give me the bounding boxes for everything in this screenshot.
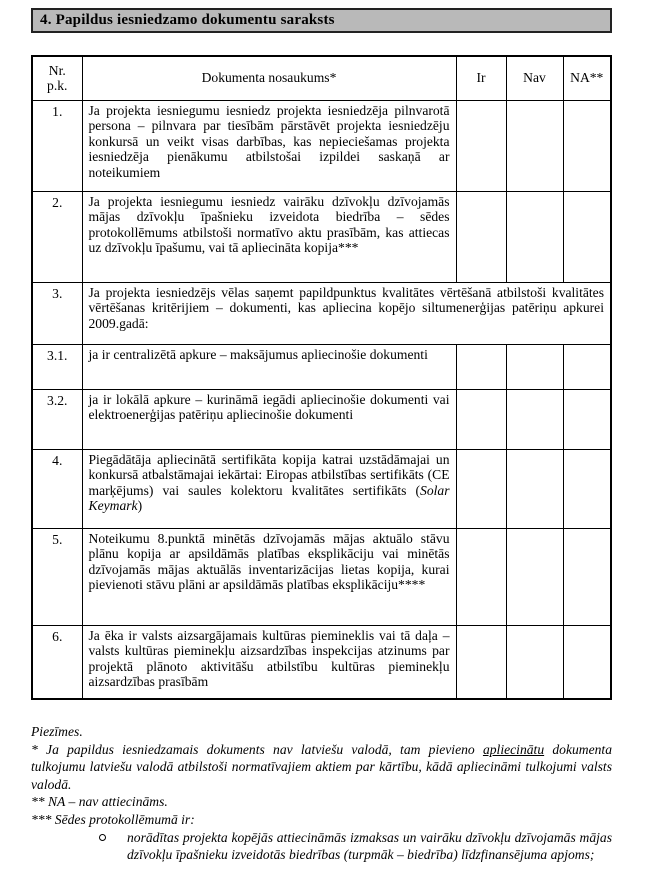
nav-cell [506,344,563,389]
header-ir: Ir [456,56,506,100]
row-number: 3. [32,282,82,344]
ir-cell [456,191,506,282]
nav-cell [506,100,563,191]
documents-table [31,55,612,700]
note-asterisk-before: * Ja papildus iesniedzamais dokuments nav latviešu valodā, tam pievieno [31,741,483,757]
header-document-name: Dokumenta nosaukums* [82,56,456,100]
section-title-bar [31,8,612,33]
ir-cell [456,100,506,191]
na-cell [563,100,611,191]
na-cell [563,389,611,449]
row-description: Ja projekta iesniegumu iesniedz projekta iesniedzēja pilnvarotā persona – pilnvara par tiesībām pārstāvēt projekta iesniedzēju konkursā un veikt visas darbības, kas nepieciešamas projekta iesniedzēja pienākumu atbilstošai izpildei saskaņā ar noteikumiem [82,100,456,191]
note-asterisk [31,741,612,794]
ir-cell [456,389,506,449]
note-triple-asterisk: *** Sēdes protokollēmumā ir: [31,811,195,827]
table-row-1 [32,100,611,191]
header-nav: Nav [506,56,563,100]
nav-cell [506,449,563,528]
na-cell [563,528,611,625]
row-description-text: Piegādātāja apliecinātā sertifikāta kopija katrai uzstādāmajai un konkursā atbalstāmajai iekārtai: Eiropas atbilstības sertifikāts (CE marķējums) vai saules kolektoru kvalitātes sertifikāts ( [88,451,450,498]
row-number: 3.1. [32,344,82,389]
table-row-3 [32,282,611,344]
row-description-merged: Ja projekta iesniedzējs vēlas saņemt papildpunktus kvalitātes vērtēšanā atbilstoši kvalitātes vērtēšanas kritērijiem – dokumenti, kas apliecina kopējo siltumenerģijas patēriņu apkurei 2009.gadā: [82,282,611,344]
circle-bullet-icon [99,834,106,841]
header-nr-line1: Nr. [48,62,66,78]
row-number: 1. [32,100,82,191]
row-number: 6. [32,625,82,699]
ir-cell [456,449,506,528]
row-number: 5. [32,528,82,625]
bullet-item [99,829,612,864]
header-nr-line2: p.k. [47,78,68,94]
table-row-5 [32,528,611,625]
ir-cell [456,625,506,699]
note-asterisk-after: dokumenta tulkojumu latviešu valodā atbilstoši normatīvajiem aktiem par kārtību, kādā apliecināmi tulkojumi valsts valodā. [31,741,613,792]
row-description: Ja projekta iesniegumu iesniedz vairāku dzīvokļu dzīvojamās mājas dzīvokļu īpašnieku izveidota biedrība – sēdes protokollēmums atbilstoši normatīvo aktu prasībām, kas attiecas uz dzīvokļu īpašumu, vai tā apliecināta kopija*** [82,191,456,282]
row-description: ja ir centralizētā apkure – maksājumus apliecinošie dokumenti [82,344,456,389]
ir-cell [456,344,506,389]
table-row-3-1 [32,344,611,389]
section-title: 4. Papildus iesniedzamo dokumentu saraksts [40,12,335,28]
row-description: ja ir lokālā apkure – kurināmā iegādi apliecinošie dokumenti vai elektroenerģijas patēriņu apliecinošie dokumenti [82,389,456,449]
nav-cell [506,191,563,282]
row-description-suffix: ) [137,498,143,514]
table-row-3-2 [32,389,611,449]
row-description: Noteikumu 8.punktā minētās dzīvojamās mājas aktuālo stāvu plānu kopija ar apsildāmās platības eksplikāciju vai minētās dzīvojamās mājas aktuālās inventarizācijas lietas kopija, kurai pievienoti stāvu plāni ar apsildāmās platības eksplikāciju**** [82,528,456,625]
na-cell [563,191,611,282]
table-row-4 [32,449,611,528]
row-description: Ja ēka ir valsts aizsargājamais kultūras piemineklis vai tā daļa – valsts kultūras pieminekļu aizsardzības inspekcijas atzinums par projektā plānoto aktivitāšu atbilstību kultūras pieminekļu aizsardzības prasībām [82,625,456,699]
nav-cell [506,389,563,449]
na-cell [563,344,611,389]
row-description [82,449,456,528]
nav-cell [506,528,563,625]
na-cell [563,449,611,528]
note-asterisk-underlined: apliecinātu [482,741,545,757]
header-na: NA** [563,56,611,100]
row-number: 4. [32,449,82,528]
table-row-2 [32,191,611,282]
row-number: 2. [32,191,82,282]
bullet-item-text: norādītas projekta kopējās attiecināmās izmaksas un vairāku dzīvokļu dzīvojamās mājas dzīvokļu īpašnieku izveidotās biedrības (turpmāk – biedrība) līdzfinansējuma apjoms; [127,829,612,863]
row-number: 3.2. [32,389,82,449]
notes-heading: Piezīmes. [31,724,83,739]
table-row-6 [32,625,611,699]
note-double-asterisk: ** NA – nav attiecināms. [31,794,168,810]
row-description-italic: Solar Keymark [88,482,450,514]
notes-section [31,723,612,864]
na-cell [563,625,611,699]
table-header-row [32,56,611,100]
header-nr-pk [32,56,82,100]
nav-cell [506,625,563,699]
ir-cell [456,528,506,625]
